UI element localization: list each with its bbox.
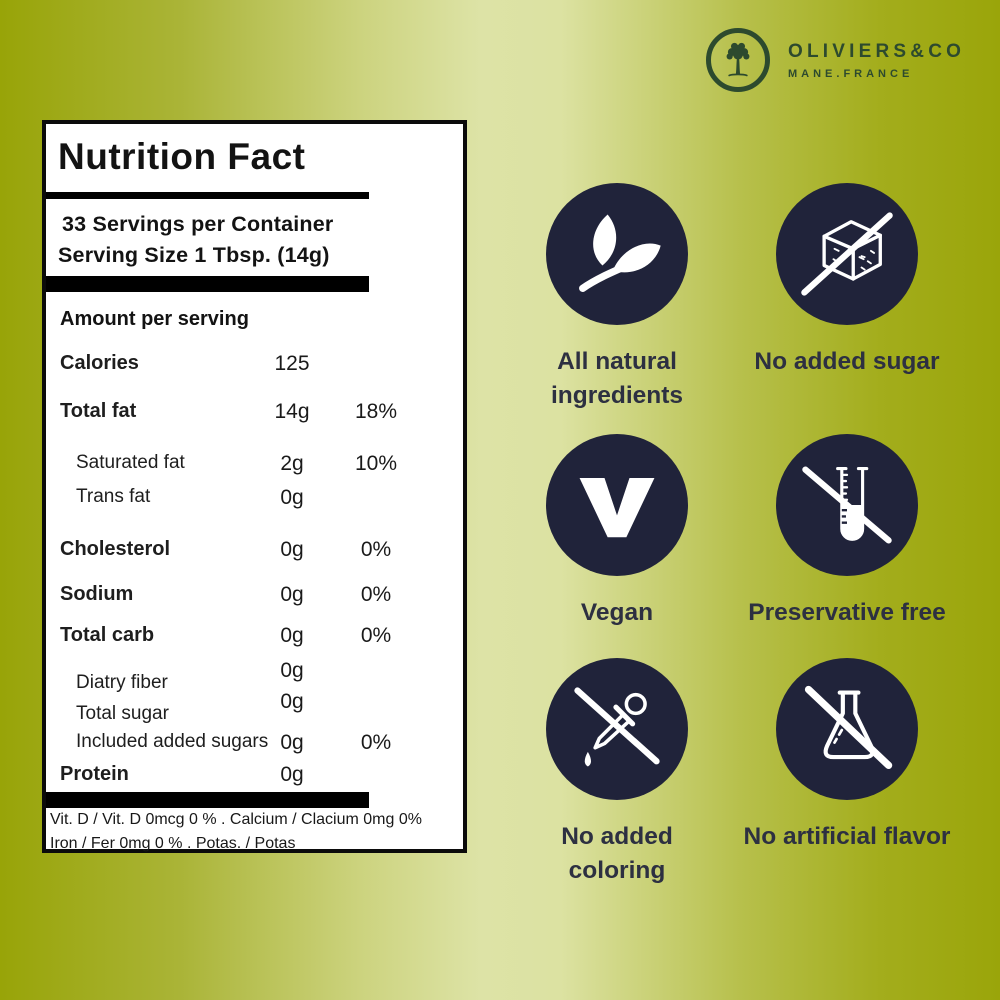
badge-label <box>754 345 939 379</box>
olive-tree-logo-icon <box>706 28 770 92</box>
row-daily-value: 18% <box>354 400 398 423</box>
row-daily-value: 10% <box>354 452 398 475</box>
row-label: Total sugar <box>76 703 169 724</box>
nutrition-row <box>46 538 463 564</box>
thick-divider-bottom <box>46 792 369 808</box>
nutrition-label <box>42 120 467 853</box>
title-divider <box>46 192 369 199</box>
nutrition-row <box>46 624 463 650</box>
row-value: 0g <box>280 731 304 754</box>
amount-per-serving-header: Amount per serving <box>60 308 249 330</box>
leaf-icon <box>565 202 669 306</box>
badge-label-line: No added <box>561 823 673 850</box>
row-value: 0g <box>280 583 304 606</box>
badge <box>492 658 742 888</box>
row-value: 0g <box>280 659 304 682</box>
badge <box>722 183 972 379</box>
no-dropper-icon <box>565 677 669 781</box>
badge <box>722 434 972 630</box>
badge-label <box>581 596 653 630</box>
footnote-line-2: Iron / Fer 0mg 0 % . Potas. / Potas <box>50 835 296 852</box>
badge-icon-circle <box>776 434 918 576</box>
vegan-v-icon <box>565 453 669 557</box>
row-label: Cholesterol <box>60 538 171 560</box>
row-daily-value: 0% <box>360 731 392 754</box>
thick-divider-top <box>46 276 369 292</box>
nutrition-row <box>46 400 463 426</box>
badge-label <box>744 820 951 854</box>
badge-label-line: Vegan <box>580 599 654 626</box>
no-flask-icon <box>795 677 899 781</box>
nutrition-title: Nutrition Fact <box>58 136 306 177</box>
badge-label-line: ingredients <box>550 382 684 409</box>
nutrition-row <box>46 452 463 478</box>
serving-size: Serving Size 1 Tbsp. (14g) <box>58 243 330 267</box>
row-label: Total carb <box>60 624 155 646</box>
badge-icon-circle <box>546 658 688 800</box>
brand-name: OLIVIERS&CO <box>788 40 966 62</box>
row-daily-value: 0% <box>360 583 392 606</box>
row-value: 14g <box>274 400 310 423</box>
brand-location: MANE.FRANCE <box>788 67 914 80</box>
row-value: 125 <box>274 352 310 375</box>
badge-label <box>551 345 683 413</box>
row-label: Diatry fiber <box>76 672 168 693</box>
nutrition-row <box>46 763 463 789</box>
badge-label-line: No artificial flavor <box>743 823 951 850</box>
badge-label-line: coloring <box>568 857 666 884</box>
tree-icon <box>718 38 758 82</box>
row-value: 0g <box>280 624 304 647</box>
row-label: Saturated fat <box>76 452 185 473</box>
row-value: 2g <box>280 452 304 475</box>
row-daily-value: 0% <box>360 538 392 561</box>
row-value: 0g <box>280 486 304 509</box>
no-sugar-cube-icon <box>795 202 899 306</box>
row-value: 0g <box>280 763 304 786</box>
badge <box>722 658 972 854</box>
badge-icon-circle <box>546 183 688 325</box>
nutrition-row <box>46 690 463 729</box>
row-value: 0g <box>280 690 304 713</box>
badge-label <box>561 820 673 888</box>
nutrition-row <box>46 731 463 757</box>
badge-label-line: No added sugar <box>754 348 940 375</box>
badge-icon-circle <box>776 658 918 800</box>
brand-text <box>788 41 965 80</box>
nutrition-row <box>46 583 463 609</box>
row-label: Included added sugars <box>76 731 269 752</box>
badge-label-line: All natural <box>557 348 677 375</box>
badge <box>492 183 742 413</box>
no-test-tube-icon <box>795 453 899 557</box>
badge <box>492 434 742 630</box>
row-label: Protein <box>60 763 129 785</box>
servings-per-container: 33 Servings per Container <box>62 212 334 236</box>
row-label: Trans fat <box>76 486 151 507</box>
badge-icon-circle <box>776 183 918 325</box>
row-label: Calories <box>60 352 139 374</box>
row-daily-value: 0% <box>360 624 392 647</box>
badge-label-line: Preservative free <box>748 599 946 626</box>
row-label: Total fat <box>60 400 137 422</box>
nutrition-row <box>46 486 463 512</box>
badge-icon-circle <box>546 434 688 576</box>
nutrition-row <box>46 352 463 378</box>
badge-label <box>748 596 946 630</box>
row-value: 0g <box>280 538 304 561</box>
brand-logo <box>706 28 965 92</box>
row-label: Sodium <box>60 583 134 605</box>
footnote-line-1: Vit. D / Vit. D 0mcg 0 % . Calcium / Clacium 0mg 0% <box>50 811 422 828</box>
